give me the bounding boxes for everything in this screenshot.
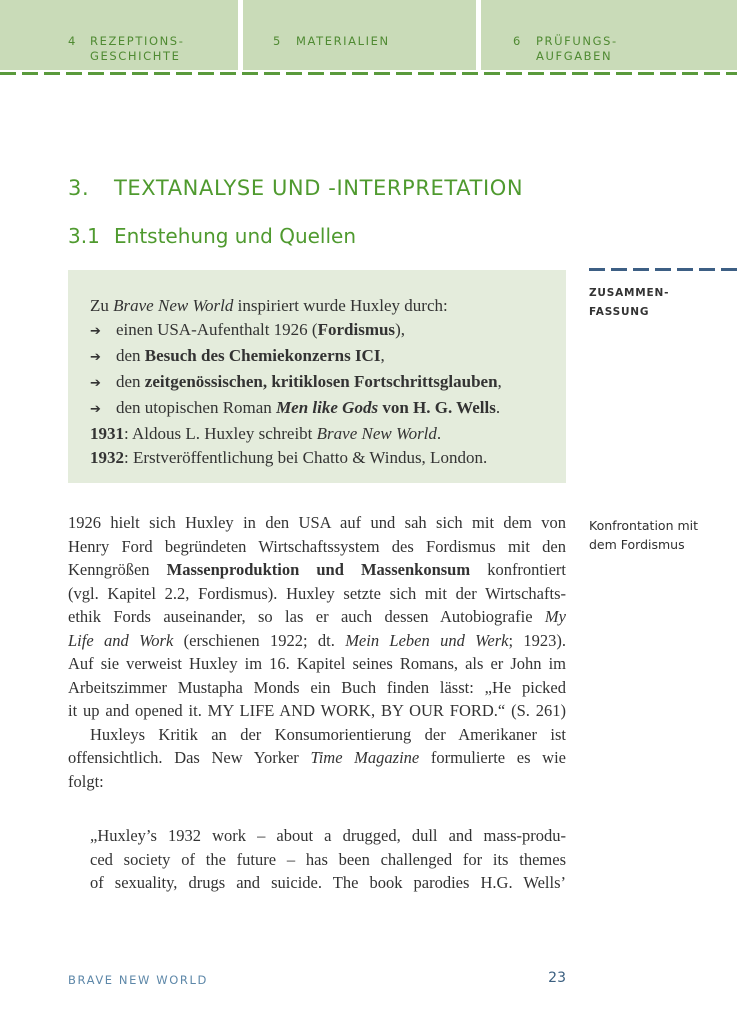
body-line: Auf sie verweist Huxley im 16. Kapitel seines Romans, als er John im bbox=[68, 654, 566, 673]
margin-label-summary: ZUSAMMEN- FASSUNG bbox=[589, 287, 670, 318]
quote-line: ced society of the future – has been challenged for its themes bbox=[90, 849, 566, 869]
tab-pruefungsaufgaben[interactable] bbox=[481, 0, 737, 70]
margin-dashed-divider bbox=[589, 268, 737, 271]
arrow-right-icon: ➔ bbox=[90, 350, 101, 365]
summary-year-1932: 1932: Erstveröffentlichung bei Chatto & Windus, London. bbox=[90, 448, 488, 467]
tab-materialien[interactable] bbox=[243, 0, 476, 70]
summary-text bbox=[90, 294, 502, 470]
section-heading: 3.1 Entstehung und Quellen bbox=[68, 224, 357, 248]
footer-book-title: BRAVE NEW WORLD bbox=[68, 973, 208, 987]
tab-label: REZEPTIONS- GESCHICHTE bbox=[90, 34, 185, 63]
summary-item: ➔ den zeitgenössischen, kritiklosen Fortschrittsglauben, bbox=[90, 370, 502, 396]
tab-label: PRÜFUNGS- AUFGABEN bbox=[536, 34, 618, 63]
body-line: Arbeitszimmer Mustapha Monds ein Buch finden lässt: „He picked bbox=[68, 677, 566, 697]
body-line: ethik Fords auseinander, so las er auch dessen Autobiografie My bbox=[68, 607, 566, 626]
page-number: 23 bbox=[548, 970, 566, 986]
arrow-right-icon: ➔ bbox=[90, 376, 101, 391]
body-line: it up and opened it. MY LIFE AND WORK, BY OUR FORD.“ (S. 261) bbox=[68, 701, 566, 720]
body-line: folgt: bbox=[68, 771, 104, 791]
summary-intro: Zu Brave New World inspiriert wurde Huxley durch: bbox=[90, 296, 448, 315]
summary-item: ➔ einen USA-Aufenthalt 1926 (Fordismus), bbox=[90, 318, 502, 344]
body-line: Life and Work (erschienen 1922; dt. Mein Leben und Werk; 1923). bbox=[68, 630, 566, 650]
tab-number: 4 bbox=[68, 34, 76, 48]
summary-item: ➔ den Besuch des Chemiekonzerns ICI, bbox=[90, 344, 502, 370]
body-line: offensichtlich. Das New Yorker Time Magazine formulierte es wie bbox=[68, 748, 566, 767]
body-paragraphs bbox=[68, 511, 566, 793]
summary-year-1931: 1931: Aldous L. Huxley schreibt Brave New World. bbox=[90, 424, 442, 443]
summary-item: ➔ den utopischen Roman Men like Gods von H. G. Wells. bbox=[90, 396, 502, 422]
chapter-heading: 3. TEXTANALYSE UND -INTERPRETATION bbox=[68, 176, 524, 200]
arrow-right-icon: ➔ bbox=[90, 402, 101, 417]
margin-note-fordismus: Konfrontation mit dem Fordismus bbox=[589, 518, 699, 552]
summary-box bbox=[68, 270, 566, 483]
body-line: (vgl. Kapitel 2.2, Fordismus). Huxley setzte sich mit der Wirtschafts- bbox=[68, 583, 566, 603]
tab-rezeptionsgeschichte[interactable] bbox=[0, 0, 238, 70]
body-line: 1926 hielt sich Huxley in den USA auf und sah sich mit dem von bbox=[68, 513, 566, 532]
header-dashed-divider bbox=[0, 72, 737, 75]
body-line: Huxleys Kritik an der Konsumorientierung der Amerikaner ist bbox=[90, 724, 566, 744]
arrow-right-icon: ➔ bbox=[90, 324, 101, 339]
body-line: Kenngrößen Massenproduktion und Massenkonsum konfrontiert bbox=[68, 560, 566, 579]
chapter-navigation-tabs bbox=[0, 0, 737, 70]
body-line: Henry Ford begründeten Wirtschaftssystem des Fordismus mit den bbox=[68, 536, 566, 556]
block-quote bbox=[90, 824, 566, 895]
tab-label: MATERIALIEN bbox=[296, 34, 390, 48]
tab-number: 5 bbox=[273, 34, 281, 48]
quote-line: of sexuality, drugs and suicide. The book parodies H.G. Wells’ bbox=[90, 873, 566, 892]
quote-line: „Huxley’s 1932 work – about a drugged, dull and mass-produ- bbox=[90, 826, 566, 845]
tab-number: 6 bbox=[513, 34, 521, 48]
